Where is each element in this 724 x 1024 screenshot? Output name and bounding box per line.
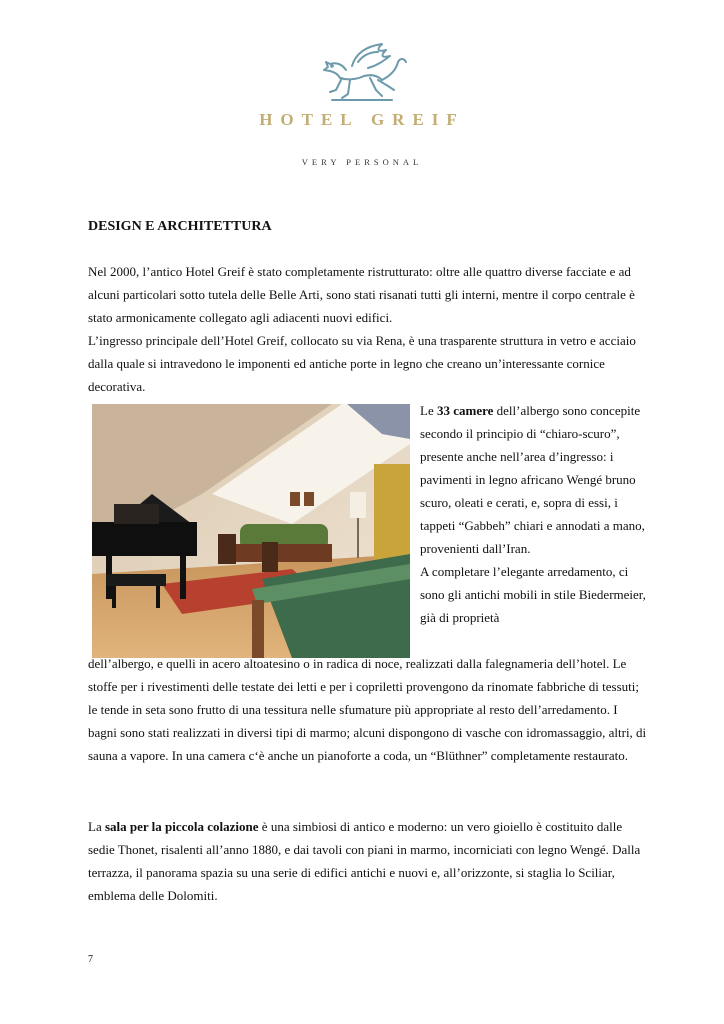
furniture-text-side: A completare l’elegante arredamento, ci sono gli antichi mobili in stile Biedermeier, già di proprietà xyxy=(420,564,646,625)
hotel-logo xyxy=(0,40,724,104)
rooms-text-rest: dell’albergo sono concepite secondo il principio di “chiaro-scuro”, presente anche nell’area d’ingresso: i pavimenti in legno africano Wengé bruno scuro, oleati e cerati, e, sopra di essi, i tappeti “Gabbeh” chiari e annodati a mano, provenienti dall’Iran. xyxy=(420,403,645,556)
griffin-logo-icon xyxy=(312,40,412,104)
breakfast-text-pre: La xyxy=(88,819,105,834)
rooms-text-pre: Le xyxy=(420,403,437,418)
page-number: 7 xyxy=(88,954,93,965)
paragraph-furniture: dell’albergo, e quelli in acero altoatesino o in radica di noce, realizzati dalla falegnameria dell’hotel. Le stoffe per i rivestimenti delle testate dei letti e per i copriletti provengono da rinomate fabbriche di tessuti; le tende in seta sono frutto di una tessitura nelle sfumature più appropriate al resto dell’arredamento. I bagni sono stati realizzati in diversi tipi di marmo; alcuni dispongono di vasche con idromassaggio, altri, di sauna a vapore. In una camera c‘è anche un pianoforte a coda, un “Blüthner” completamente restaurato. xyxy=(88,656,647,763)
brand-tagline: VERY PERSONAL xyxy=(301,157,423,167)
rooms-count: 33 camere xyxy=(436,403,494,418)
paragraph-renovation: Nel 2000, l’antico Hotel Greif è stato completamente ristrutturato: oltre alle quattro diverse facciate e ad alcuni particolari sotto tutela delle Belle Arti, sono stati risanati tutti gli interni, mentre il corpo centrale è stato armonicamente collegato agli adiacenti nuovi edifici. xyxy=(88,264,635,325)
paragraph-breakfast xyxy=(88,815,648,907)
room-photo xyxy=(92,404,410,658)
paragraph-rooms xyxy=(420,399,650,629)
breakfast-text-rest: è una simbiosi di antico e moderno: un vero gioiello è costituito dalle sedie Thonet, risalenti all’anno 1880, e dai tavoli con piani in marmo, incorniciati con legno Wengé. Dalla terrazza, il panorama spazia su una serie di edifici antichi e nuovi e, all’orizzonte, si staglia lo Sciliar, emblema delle Dolomiti. xyxy=(88,819,641,903)
section-heading: DESIGN E ARCHITETTURA xyxy=(88,219,272,234)
breakfast-room-name: sala per la piccola colazione xyxy=(104,819,259,834)
brand-name: HOTEL GREIF xyxy=(259,110,465,129)
paragraph-entrance: L’ingresso principale dell’Hotel Greif, collocato su via Rena, è una trasparente struttura in vetro e acciaio dalla quale si intravedono le imponenti ed antiche porte in legno che creano un’interessante cornice decorativa. xyxy=(88,333,636,394)
